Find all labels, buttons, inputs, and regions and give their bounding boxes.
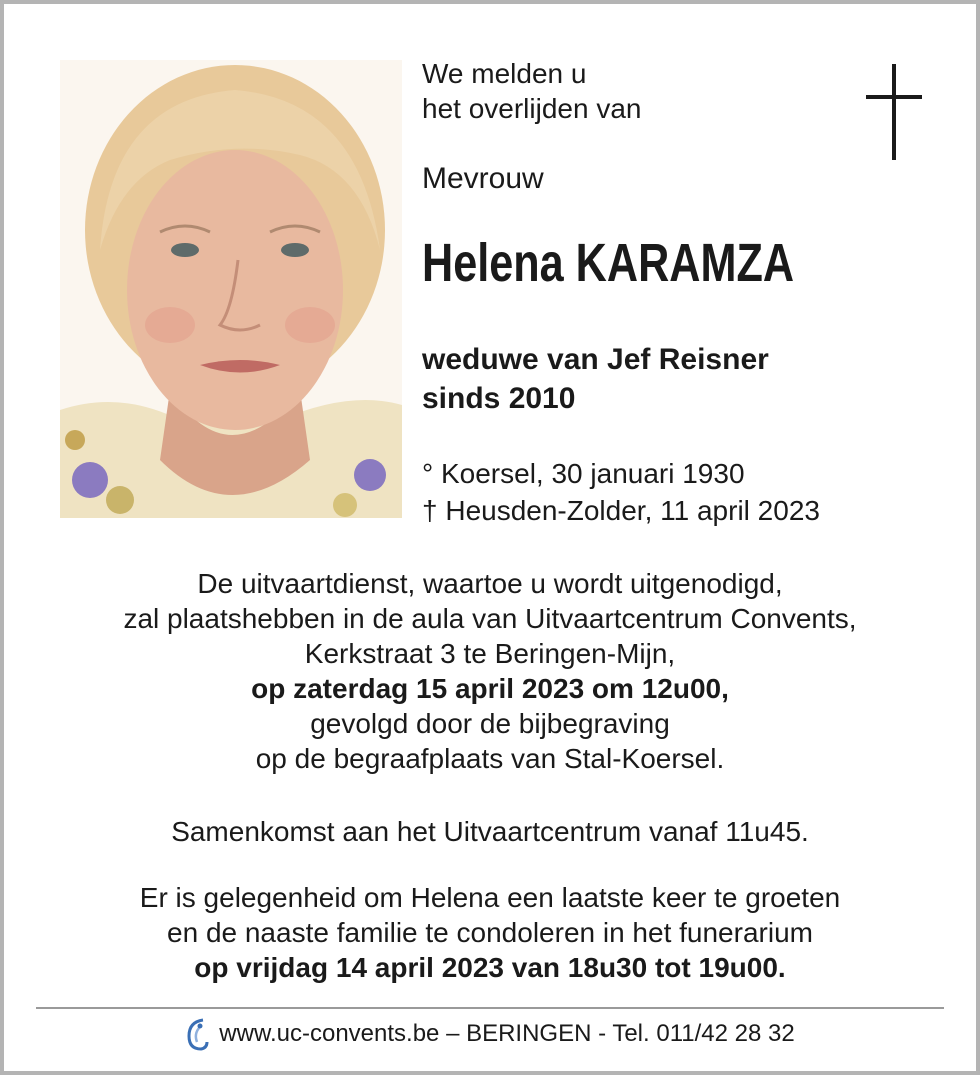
- deceased-name: Helena KARAMZA: [422, 233, 795, 293]
- funeral-home-logo-icon: [185, 1016, 209, 1052]
- ceremony-details: [4, 566, 976, 776]
- farewell-datetime: op vrijdag 14 april 2023 van 18u30 tot 19u00.: [194, 952, 786, 983]
- footer: [4, 1014, 976, 1054]
- farewell-line: Er is gelegenheid om Helena een laatste keer te groeten: [139, 882, 841, 913]
- intro-line: We melden u: [422, 58, 587, 89]
- ceremony-datetime: op zaterdag 15 april 2023 om 12u00,: [251, 673, 729, 704]
- footer-divider: [36, 1007, 944, 1009]
- farewell-details: [4, 880, 976, 985]
- life-dates: [422, 455, 820, 529]
- ceremony-line: zal plaatshebben in de aula van Uitvaartcentrum Convents,: [123, 603, 857, 634]
- death-date: † Heusden-Zolder, 11 april 2023: [422, 495, 820, 526]
- intro-line: het overlijden van: [422, 93, 642, 124]
- ceremony-line: op de begraafplaats van Stal-Koersel.: [255, 743, 725, 774]
- spouse-line: weduwe van Jef Reisner: [422, 343, 769, 376]
- portrait-photo: [60, 60, 402, 518]
- footer-contact[interactable]: www.uc-convents.be – BERINGEN - Tel. 011/42 28 32: [219, 1020, 795, 1047]
- ceremony-line: gevolgd door de bijbegraving: [310, 708, 670, 739]
- spouse-line: sinds 2010: [422, 382, 576, 415]
- announcement-intro: [422, 56, 641, 126]
- birth-date: ° Koersel, 30 januari 1930: [422, 458, 745, 489]
- gathering-line: Samenkomst aan het Uitvaartcentrum vanaf 11u45.: [171, 816, 809, 847]
- gathering-info: [4, 814, 976, 849]
- honorific-title: Mevrouw: [422, 162, 544, 195]
- farewell-line: en de naaste familie te condoleren in het funerarium: [167, 917, 813, 948]
- cross-icon: [864, 62, 924, 162]
- ceremony-line: Kerkstraat 3 te Beringen-Mijn,: [304, 638, 676, 669]
- ceremony-line: De uitvaartdienst, waartoe u wordt uitgenodigd,: [197, 568, 783, 599]
- spouse-info: [422, 340, 769, 418]
